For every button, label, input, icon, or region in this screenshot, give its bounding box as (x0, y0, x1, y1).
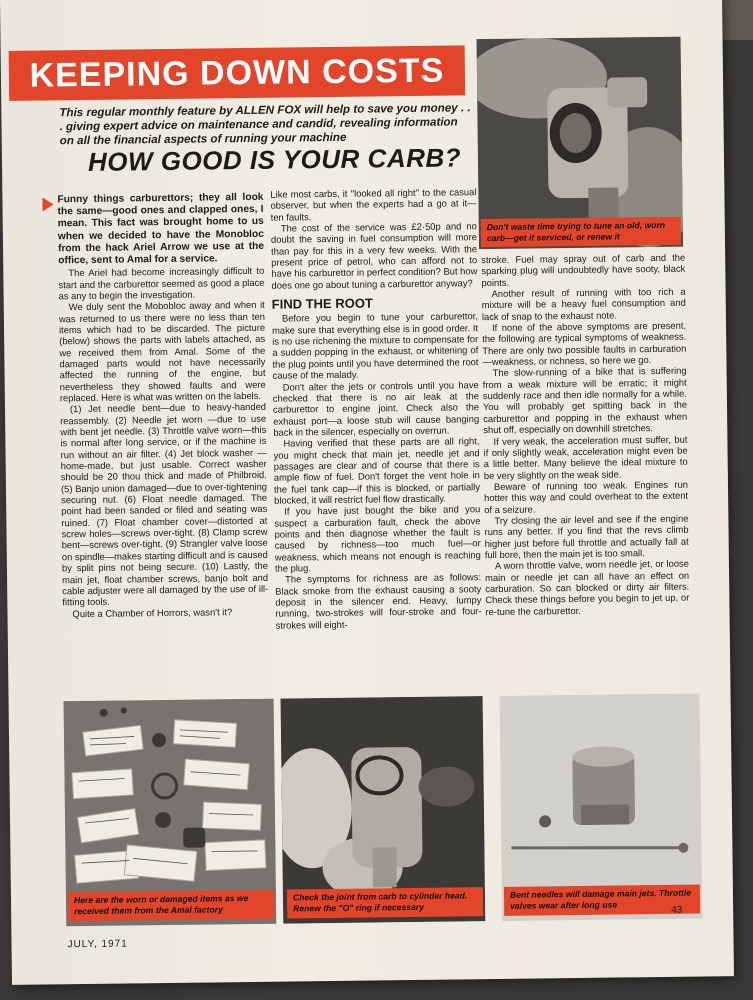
body-paragraph: If none of the above symptoms are present, the following are typical symptoms of weakness. There are only two possible faults in carburation—weakness, or richness, so here we go. (482, 319, 687, 368)
body-paragraph: A worn throttle valve, worn needle jet, or loose main or needle jet can all have an effect on carburation. So can blocked or dirty air filters. Check these things before you begin to jet up, or re-tune the carburettor. (485, 557, 690, 617)
intro-standfirst: This regular monthly feature by ALLEN FOX will help to save you money . . . giving expert advice on maintenance and candid, revealing information on all the financial aspects of running your machine (59, 101, 471, 148)
caption-bottom-middle: Check the joint from carb to cylinder head. Renew the "O" ring if necessary (287, 887, 483, 918)
body-paragraph: We duly sent the Mobobloc away and when it was returned to us there were no less than ten items which had to be discarded. The picture (below) shows the parts with labels attached, as we received them from Amal. Some of the damaged parts would not have necessarily affected the running of the engine, but nevertheless they showed faults and were replaced. Here is what was written on the labels. (58, 299, 266, 404)
feature-banner: KEEPING DOWN COSTS (9, 45, 466, 101)
body-paragraph: The slow-running of a bike that is suffering from a weak mixture will be erratic; it might suddenly race and then idle normally for a while. You will probably get spitting back in the carburettor and popping in the exhaust when shut off, especially on downhill stretches. (482, 365, 688, 436)
column-2 (270, 186, 481, 631)
body-paragraph: Like most carbs, it ''looked all right'' to the casual observer, but when the experts had a go at it—ten faults. (270, 186, 477, 223)
lead-text: Funny things carburettors; they all look the same—good ones and clapped ones, I mean. This fact was brought home to us when we decided to have the Monobloc from the hack Ariel Arrow we use at the office, sent to Amal for a service. (57, 191, 265, 267)
column-1 (57, 192, 268, 619)
body-paragraph: Try closing the air level and see if the engine runs any better. If you find that the revs climb higher just before full throttle and actually fall at full bore, then the main jet is too small. (484, 512, 689, 561)
page-number: 43 (671, 904, 683, 916)
body-paragraph: stroke. Fuel may spray out of carb and the sparking plug will undoubtedly have sooty, black points. (481, 251, 686, 288)
body-paragraph: Having verified that these parts are all right, you might check that main jet, needle jet and passages are clear and of course that there is ample flow of fuel. Don't forget the vent hole in the fuel tank cap—if this is blocked, or partially blocked, it will restrict fuel flow drastically. (273, 435, 481, 506)
body-paragraph: Another result of running with too rich a mixture will be a heavy fuel consumption and lack of snap to the exhaust note. (481, 285, 686, 322)
caption-bottom-right: Bent needles will damage main jets. Throttle valves wear after long use (504, 885, 700, 916)
body-paragraph: The cost of the service was £2·50p and no doubt the saving in fuel consumption will more than pay for this in a very few weeks. With the present price of petrol, who can afford not to have his carburettor in perfect condition? But how does one go about tuning a carburettor anyway? (270, 220, 478, 291)
body-paragraph: Quite a Chamber of Horrors, wasn't it? (72, 605, 233, 619)
column-3 (481, 252, 689, 617)
triangle-marker-icon (42, 197, 53, 211)
body-paragraph: If very weak, the acceleration must suffer, but if only slightly weak, acceleration might even be a little better. Many believe the ideal mixture to be very slightly on the weak side. (483, 433, 688, 481)
body-paragraph: Don't alter the jets or controls until you have checked that there is no air leak at the carburettor to engine joint. Check also the exhaust port—a loose stub will cause banging back in the silencer, especially on overrun. (272, 378, 480, 438)
caption-top: Don't waste time trying to tune an old, worn carb—get it serviced, or renew it (481, 217, 681, 247)
body-paragraph: The symptoms for richness are as follows: Black smoke from the exhaust causing a sooty deposit in the silencer end. Heavy, lumpy running, two-strokes will four-stroke and four-strokes will eight- (275, 571, 482, 631)
lead-paragraph (57, 192, 264, 268)
body-paragraph: Beware of running too weak. Engines run hotter this way and could overheat to the extent of a seizure. (484, 478, 689, 515)
body-paragraph: The Ariel had become increasingly difficult to start and the carburettor seemed as good a place as any to begin the investigation. (58, 265, 265, 302)
body-paragraph: If you have just bought the bike and you suspect a carburation fault, check the above points and then diagnose whether the fault is caused by richness—too much fuel—or weakness, which means not enough is reaching the plug. (274, 503, 481, 574)
section-subhead: FIND THE ROOT (271, 295, 373, 312)
body-paragraph: (1) Jet needle bent—due to heavy-handed reassembly. (2) Needle jet worn —due to use with bent jet needle. (3) Throttle valve worn—this is normal after long service, or if the machine is run without an air filter. (4) Jet block washer —home-made, but just usable. Correct washer should be 20 thou thick and made of Philbroid. (5) Banjo union damaged—due to over-tightening securing nut. (6) Float needle damaged. The point had been sanded or filed and seating was ruined. (7) Float chamber cover—distorted at screw holes—screws over-tight. (8) Clamp screw bent—screws over-tight. (9) Strangler valve loose on spindle—makes starting difficult and is caused by split pins not being secure. (10) Lastly, the main jet, float chamber screws, banjo bolt and cable adjuster were all damaged by the use of ill-fitting tools. (60, 401, 269, 608)
body-paragraph: Before you begin to tune your carburettor, make sure that everything else is in good order. It is no use richening the mixture to compensate for a sudden popping in the exhaust, or whitening of the plug points until you have determined the root cause of the malady. (271, 310, 479, 381)
article-headline: HOW GOOD IS YOUR CARB? (87, 142, 462, 177)
caption-bottom-left: Here are the worn or damaged items as we received them from the Amal factory (68, 890, 274, 922)
issue-date: JULY, 1971 (67, 938, 128, 951)
